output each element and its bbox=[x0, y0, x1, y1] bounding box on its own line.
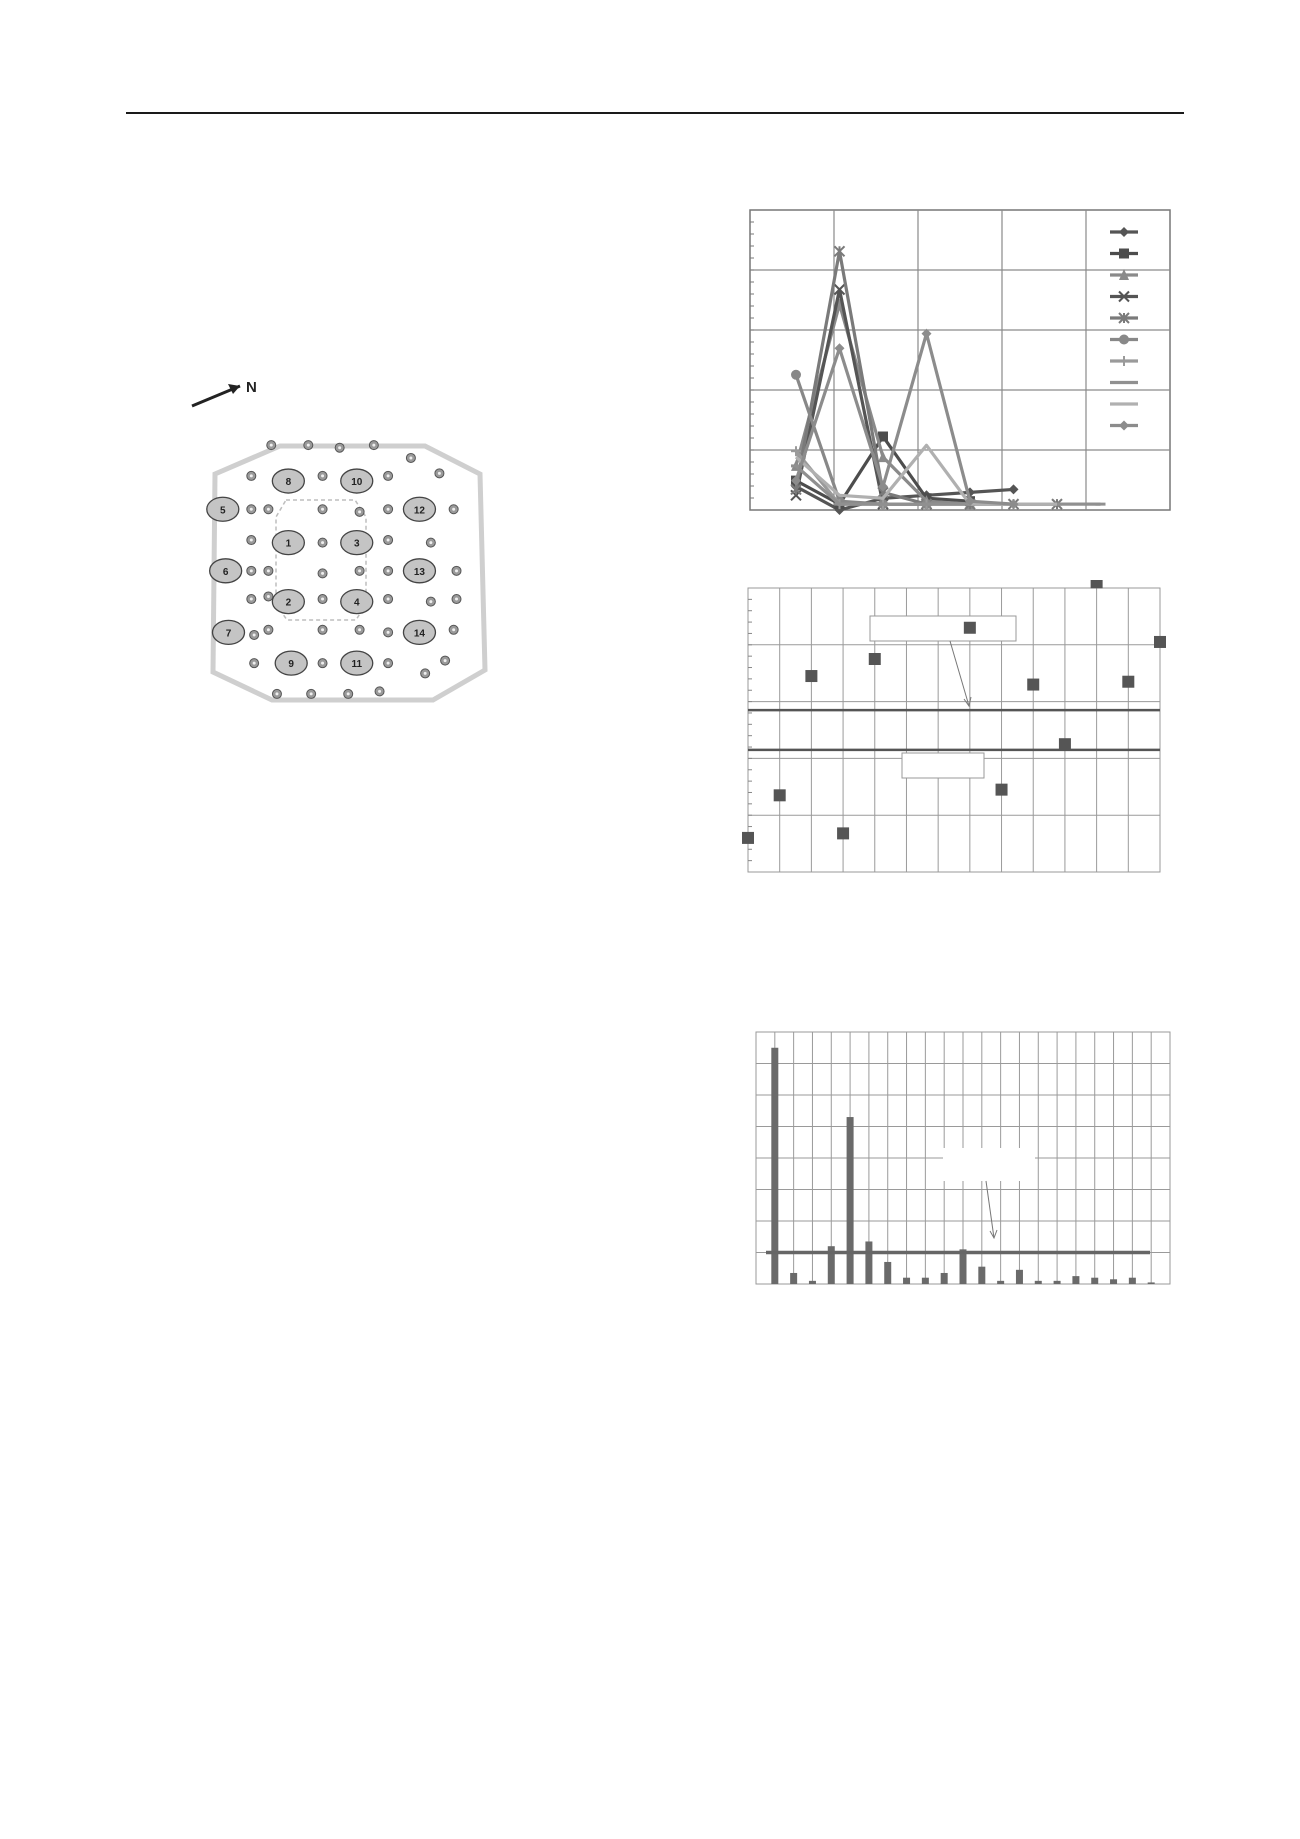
chart1-series-6-point-1 bbox=[791, 370, 801, 380]
bar-chart-figure bbox=[740, 1020, 1180, 1290]
chart2-point-9 bbox=[996, 784, 1008, 796]
chart1-legend-marker-6 bbox=[1119, 335, 1129, 345]
small-pile-core-9 bbox=[387, 474, 390, 477]
small-pile-core-1 bbox=[270, 444, 273, 447]
chart3-bar-18 bbox=[1091, 1278, 1098, 1284]
large-pile-label-12: 12 bbox=[413, 505, 426, 517]
site-plan-svg bbox=[180, 370, 540, 710]
small-pile-core-30 bbox=[429, 600, 432, 603]
chart2-point-14 bbox=[1154, 636, 1166, 648]
large-pile-label-9: 9 bbox=[288, 659, 294, 671]
small-pile-core-27 bbox=[267, 595, 270, 598]
chart3-bar-21 bbox=[1148, 1282, 1155, 1284]
small-pile-core-3 bbox=[338, 446, 341, 449]
chart1-legend-marker-2 bbox=[1119, 249, 1129, 259]
chart2-point-10 bbox=[1027, 679, 1039, 691]
small-pile-core-44 bbox=[310, 692, 313, 695]
small-pile-core-23 bbox=[358, 569, 361, 572]
large-pile-label-3: 3 bbox=[353, 538, 360, 550]
small-pile-core-13 bbox=[358, 510, 361, 513]
small-pile-core-28 bbox=[321, 598, 324, 601]
large-pile-label-1: 1 bbox=[285, 538, 292, 550]
small-pile-core-10 bbox=[250, 508, 253, 511]
small-pile-core-26 bbox=[250, 598, 253, 601]
large-pile-label-10: 10 bbox=[351, 477, 363, 489]
large-pile-label-2: 2 bbox=[285, 597, 292, 609]
small-pile-core-16 bbox=[250, 539, 253, 542]
chart2-point-11 bbox=[1059, 738, 1071, 750]
large-pile-label-14: 14 bbox=[413, 628, 426, 640]
small-pile-core-11 bbox=[267, 508, 270, 511]
chart2-annotation-box-1 bbox=[870, 616, 1016, 641]
small-pile-core-32 bbox=[253, 633, 256, 636]
site-plan-content bbox=[207, 441, 485, 700]
small-pile-core-7 bbox=[250, 474, 253, 477]
chart3-bar-6 bbox=[865, 1241, 872, 1284]
chart3-bar-16 bbox=[1054, 1281, 1061, 1284]
small-pile-core-21 bbox=[267, 569, 270, 572]
small-pile-core-46 bbox=[378, 690, 381, 693]
chart3-bar-3 bbox=[809, 1281, 816, 1284]
small-pile-core-38 bbox=[253, 662, 256, 665]
chart3-bar-14 bbox=[1016, 1270, 1023, 1284]
large-pile-label-4: 4 bbox=[353, 597, 360, 609]
north-label: N bbox=[246, 379, 257, 396]
small-pile-core-24 bbox=[387, 569, 390, 572]
chart3-bar-7 bbox=[884, 1262, 891, 1284]
large-pile-label-13: 13 bbox=[413, 566, 426, 578]
chart3-bar-19 bbox=[1110, 1279, 1117, 1284]
scatter-chart-figure bbox=[740, 580, 1180, 880]
small-pile-core-4 bbox=[372, 444, 375, 447]
line-chart-figure bbox=[740, 200, 1180, 520]
chart3-bar-2 bbox=[790, 1273, 797, 1284]
chart2-point-1 bbox=[742, 832, 754, 844]
bar-chart-svg bbox=[740, 1020, 1180, 1290]
header-rule bbox=[126, 112, 1184, 114]
small-pile-core-35 bbox=[358, 628, 361, 631]
chart3-annotation-box bbox=[943, 1148, 1035, 1181]
chart2-point-13 bbox=[1122, 676, 1134, 688]
chart2-annotation-box-2 bbox=[902, 753, 984, 778]
small-pile-core-36 bbox=[387, 631, 390, 634]
small-pile-core-45 bbox=[347, 692, 350, 695]
small-pile-core-37 bbox=[452, 628, 455, 631]
small-pile-core-22 bbox=[321, 572, 324, 575]
chart3-bar-5 bbox=[847, 1117, 854, 1284]
small-pile-core-40 bbox=[387, 662, 390, 665]
small-pile-core-20 bbox=[250, 569, 253, 572]
small-pile-core-18 bbox=[387, 539, 390, 542]
small-pile-core-19 bbox=[429, 541, 432, 544]
large-pile-label-8: 8 bbox=[285, 477, 292, 489]
small-pile-core-34 bbox=[321, 628, 324, 631]
chart3-bar-9 bbox=[922, 1278, 929, 1284]
large-pile-label-11: 11 bbox=[351, 659, 363, 671]
small-pile-core-6 bbox=[438, 472, 441, 475]
large-pile-label-6: 6 bbox=[222, 566, 229, 578]
chart3-bar-12 bbox=[978, 1267, 985, 1284]
small-pile-core-15 bbox=[452, 508, 455, 511]
small-pile-core-5 bbox=[409, 456, 412, 459]
chart3-bar-11 bbox=[960, 1249, 967, 1284]
small-pile-core-14 bbox=[387, 508, 390, 511]
large-pile-label-7: 7 bbox=[225, 628, 232, 640]
chart2-point-3 bbox=[805, 670, 817, 682]
small-pile-core-8 bbox=[321, 474, 324, 477]
chart2-point-5 bbox=[869, 653, 881, 665]
small-pile-core-29 bbox=[387, 598, 390, 601]
chart3-bar-20 bbox=[1129, 1278, 1136, 1284]
line-chart-svg bbox=[740, 200, 1180, 520]
small-pile-core-43 bbox=[275, 692, 278, 695]
chart2-point-4 bbox=[837, 827, 849, 839]
small-pile-core-42 bbox=[444, 659, 447, 662]
chart3-bar-10 bbox=[941, 1273, 948, 1284]
small-pile-core-17 bbox=[321, 541, 324, 544]
chart3-bar-15 bbox=[1035, 1281, 1042, 1284]
site-plan-figure bbox=[180, 370, 540, 710]
small-pile-core-39 bbox=[321, 662, 324, 665]
small-pile-core-25 bbox=[455, 569, 458, 572]
chart2-point-8 bbox=[964, 622, 976, 634]
small-pile-core-31 bbox=[455, 598, 458, 601]
chart2-point-2 bbox=[774, 789, 786, 801]
small-pile-core-2 bbox=[307, 444, 310, 447]
large-pile-label-5: 5 bbox=[220, 505, 226, 517]
chart2-point-12 bbox=[1091, 580, 1103, 588]
chart3-bar-8 bbox=[903, 1278, 910, 1284]
scatter-chart-svg bbox=[740, 580, 1180, 880]
small-pile-core-41 bbox=[424, 672, 427, 675]
small-pile-core-33 bbox=[267, 628, 270, 631]
chart3-bar-17 bbox=[1072, 1276, 1079, 1284]
chart3-bar-1 bbox=[771, 1048, 778, 1284]
chart3-bar-13 bbox=[997, 1281, 1004, 1284]
small-pile-core-12 bbox=[321, 508, 324, 511]
